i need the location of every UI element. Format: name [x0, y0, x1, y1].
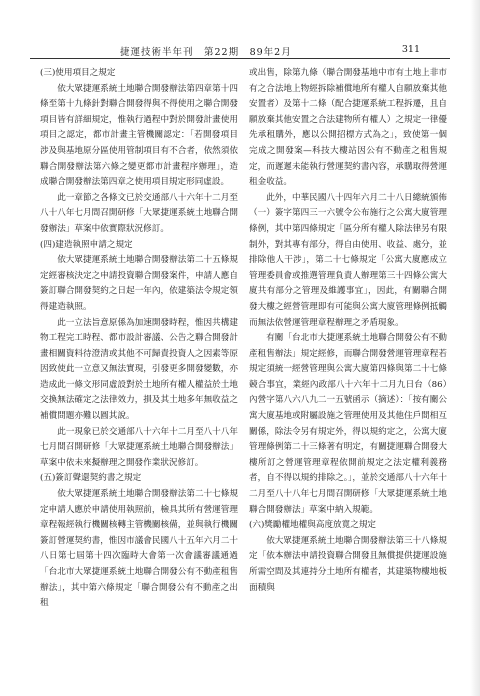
section-heading: (四)建造執照申請之規定 — [40, 239, 133, 250]
header-rule — [30, 58, 450, 59]
page-number: 311 — [401, 44, 420, 55]
body-paragraph: 此一章節之各條文已於交通部八十六年十二月至八十八年七月間召開研修「大眾捷運系統土地聯合開發辦法」草案中依實際狀況修訂。 — [40, 192, 238, 234]
journal-title: 捷運技術半年刊 第22期 89年2月 — [120, 47, 292, 58]
body-paragraph: 依大眾捷運系統土地聯合開發辦法第二十七條規定申請人應於申請使用執照前，檢具其所有營運管理章程報經執行機關核轉主管機關核備，並與執行機關簽訂營運契約書，惟因市議會民國八十五年六月二十八日第七屆第十四次臨時大會第一次會議審議通過「台北市大眾捷運系統土地聯合開發公有不動產租售辦法」，其中第六條規定「聯合開發公有不動產之出租 — [40, 489, 238, 609]
body-paragraph: 此一立法旨意原係為加速開發時程，惟因共構建物工程完工時程、都市設計審議、公告之聯合開發計畫相關資料待澄清或其他不可歸責投資人之因素等原因致使此一立意又無法實現，引發更多開發變數，亦造成此一條文形同虛設對於土地所有權人權益於土地交換無法確定之法律效力，損及其土地多年無收益之補償問題亦難以圓其說。 — [40, 317, 238, 422]
right-column — [249, 66, 447, 596]
page-header — [0, 0, 480, 60]
body-paragraph: 或出售，除第九條（聯合開發基地中市有土地上非市有之合法地上物經拆除補償地所有權人自願放棄其他安置者）及第十二條（配合捷運系統工程拆遷，且自願放棄其他安置之合法建物所有權人）之規定一律優先承租購外，應以公開招標方式為之」，致使第一個完成之開發案—科技大樓站因公有不動產之租售規定，而遲遲未能執行營運契約書內容，承購取得營運租金收益。 — [249, 68, 447, 188]
body-paragraph: 依大眾捷運系統土地聯合開發辦法第四章第十四條至第十九條針對聯合開發得與不得使用之聯合開發項目皆有詳細規定，惟執行過程中對於開發計畫使用項目之認定，都市計畫主管機關認定：「若開發項目涉及與基地原分區使用管制項目有不合者，依然須依聯合開發辦法第六條之變更都市計畫程序辦理」，造成聯合開發辦法第四章之使用項目規定形同虛設。 — [40, 83, 238, 188]
body-paragraph: 此外，中華民國八十四年六月二十八日總統頒佈（一）簽字第四三一六號令公布施行之公寓大廈管理條例，其中第四條規定「區分所有權人除法律另有限制外，對其專有部分，得自由使用、收益、處分，並排除他人干涉」，第二十七條規定「公寓大廈應成立管理委員會或推選管理負責人辦理第三十四條公寓大廈共有部分之管理及維護事宜」，因此，有關聯合開發大樓之經營管理即有可能與公寓大廈管理條例抵觸而無法依營運管理章程辦理之矛盾現象。 — [249, 192, 447, 328]
scan-edge-shadow — [470, 0, 480, 696]
body-paragraph: 此一現象已於交通部八十六年十二月至八十八年七月間召開研修「大眾捷運系統土地聯合開發辦法」草案中依未來擬辦理之開發作業狀況修訂。 — [40, 426, 238, 468]
body-paragraph: 有關「台北市大捷運系統土地聯合開發公有不動產租售辦法」規定經修，而聯合開發營運管理章程若規定須統一經營管理與公寓大廈第四條與第二十七條競合事宜，業經內政部八十六年十二月九日台（86）內營字第八六八九二一五號函示（摘述）：「按有關公寓大廈基地或附屬設施之管理使用及其他住戶間相互關係，除法令另有規定外，得以規約定之，公寓大廈管理條例第二十三條著有明定，有關捷運聯合開發大樓所訂之營運管理章程依開前規定之法定權利義務者，自不得以規約排除之。」，並於交通部八十六年十二月至八十八年七月間召開研修「大眾捷運系統土地聯合開發辦法」草案中納入規範。 — [249, 333, 447, 515]
left-column — [40, 66, 238, 612]
section-heading: (五)簽訂聲還契約書之規定 — [40, 473, 142, 484]
body-paragraph: 依大眾捷運系統土地聯合開發辦法第二十五條規定經審核決定之申請投資聯合開發案件，申請人應自簽訂聯合開發契約之日起一年內，依建築法令規定領得建造執照。 — [40, 255, 238, 312]
section-heading: (六)獎勵權地權與高度放寬之規定 — [249, 520, 377, 531]
body-paragraph: 依大眾捷運系統土地聯合開發辦法第三十八條規定「依本辦法申請投資聯合開發且無償提供捷運設施所需空間及其連持分土地所有權者，其建築物樓地板面積與 — [249, 535, 447, 593]
section-heading: (三)使用項目之規定 — [40, 68, 116, 78]
